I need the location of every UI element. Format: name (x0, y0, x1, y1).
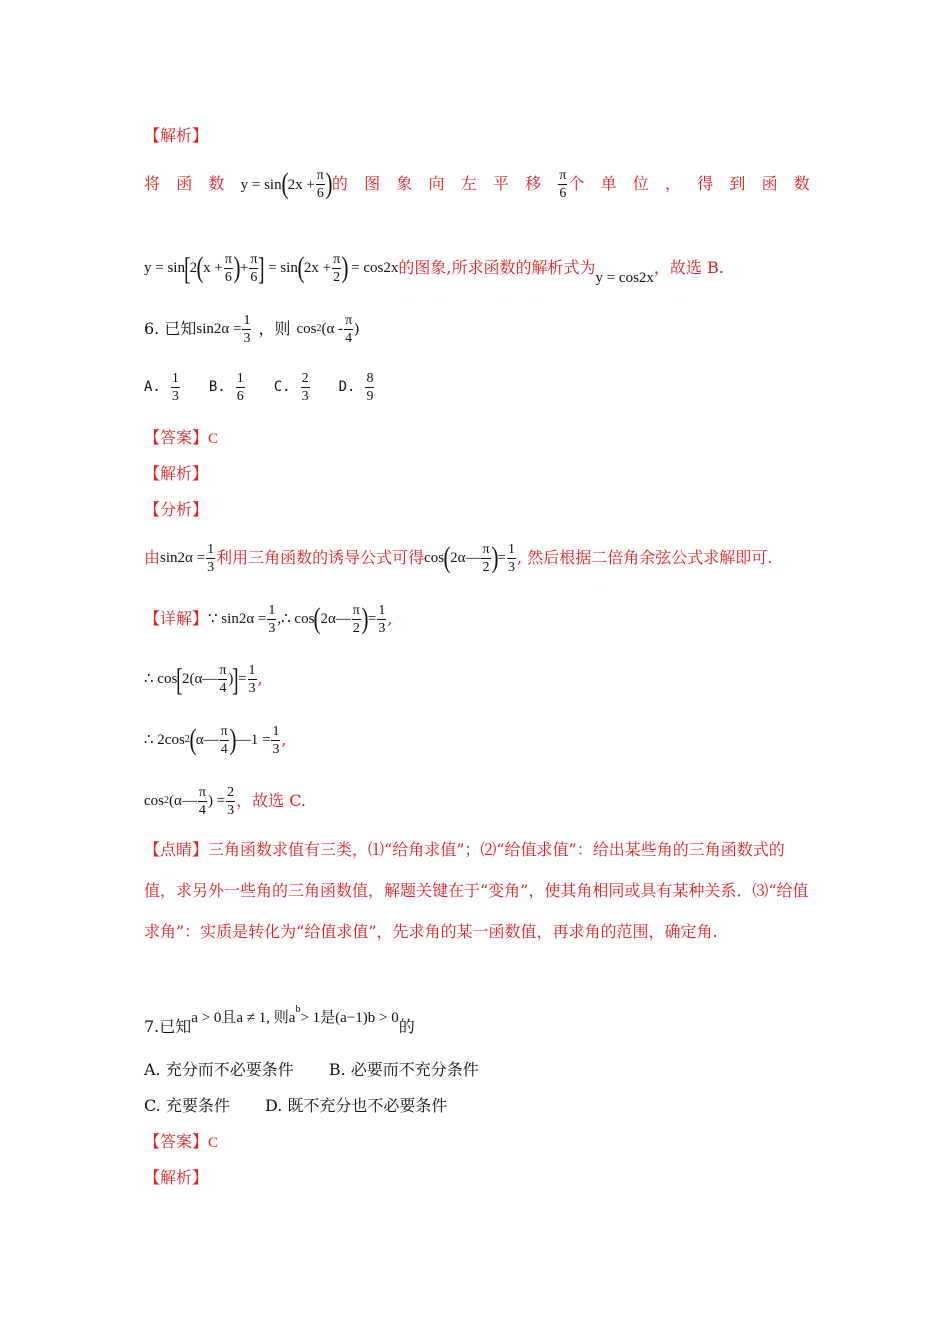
q7-answer: 【答案】C (144, 1132, 219, 1151)
word: 到 (729, 174, 746, 193)
fraction (316, 168, 325, 201)
math-glyph: π (482, 541, 490, 557)
math-glyph: 4 (219, 680, 227, 696)
math-glyph: 6 (250, 269, 258, 285)
math-glyph: cos (424, 550, 445, 566)
math-glyph: cos (144, 793, 164, 809)
math-glyph: 2 (184, 734, 190, 745)
math-glyph: 3 (171, 388, 179, 404)
math-glyph: π (345, 312, 353, 328)
math-glyph: 6 (316, 185, 324, 201)
math-glyph: ( (189, 723, 197, 756)
option-c: C. (273, 379, 291, 395)
word: 函 (761, 174, 778, 193)
math-glyph: ( (297, 251, 305, 284)
math-glyph: ) (361, 602, 369, 635)
option-b-value (236, 371, 245, 404)
option-c: C. 充要条件 (144, 1096, 230, 1115)
fraction (218, 663, 227, 696)
math-glyph: 4 (220, 741, 228, 757)
math-glyph: (α— (169, 793, 197, 809)
fraction (507, 542, 516, 575)
math-glyph: ( (443, 541, 451, 574)
math-glyph: π (219, 662, 227, 678)
math-glyph: 3 (248, 680, 256, 696)
option-a: A. (144, 379, 161, 395)
math-glyph: 1 (236, 370, 244, 386)
fraction (352, 603, 361, 636)
math-glyph: 2 (227, 784, 235, 800)
math-glyph: —1 = (235, 732, 271, 748)
q7-options-row1 (144, 1060, 479, 1080)
math-glyph: 1 (272, 723, 280, 739)
q5-analysis-line1 (144, 163, 810, 205)
math-glyph: [ (184, 250, 191, 286)
math-glyph: ) = (207, 793, 226, 809)
math-glyph: π (333, 251, 341, 267)
math-glyph: 2x + (303, 260, 332, 276)
word: 向 (428, 174, 445, 193)
q5-analysis-line2: y = sin [ 2 ( x + $\frac{\pi}{6}$ ) + $\frac{\pi}{6}$ ] = sin ( 2x + $\frac{\pi}{2}$ ) = cos2x 的图象,所求函数的解析式为 y = cos2x ，故选 B. (144, 250, 724, 286)
math-glyph: 2α— (450, 550, 481, 566)
q6-fenxi-label: 【分析】 (144, 500, 209, 519)
word: ， (664, 174, 681, 193)
math-glyph: = (238, 671, 247, 687)
q7-options-row2 (144, 1096, 447, 1116)
math-glyph: ( (196, 251, 204, 284)
math-glyph: 9 (366, 388, 374, 404)
math-glyph: b (295, 1004, 301, 1015)
math-glyph: sin2α = (160, 550, 206, 566)
q6-stem: 6. 已知 sin2α = $\frac{1}{3}$ ，则 cos 2 (α - $\frac{\pi}{4}$ ) (144, 312, 360, 346)
option-d: D. (338, 379, 356, 395)
word: 图 (364, 174, 381, 193)
word: 将 (144, 174, 161, 193)
word: 位 (632, 174, 649, 193)
math-glyph: + (239, 260, 249, 276)
math-glyph: π (559, 167, 567, 183)
math-glyph: 1 (268, 602, 276, 618)
word: 移 (525, 174, 542, 193)
q6-answer: 【答案】C (144, 428, 219, 447)
option-a: A. 充分而不必要条件 (144, 1060, 294, 1079)
math-glyph: 2α— (320, 611, 351, 627)
math-glyph: 1 (508, 541, 516, 557)
q6-xiangjie-line4: cos 2 (α— $\frac{\pi}{4}$ ) = $\frac{2}{3}$ ，故选 C. (144, 784, 307, 818)
math-glyph: π (316, 167, 324, 183)
math-glyph: ∴ cos (281, 611, 315, 627)
math-glyph: α— (195, 732, 219, 748)
math-glyph: π (198, 784, 206, 800)
fraction (224, 252, 233, 285)
math-glyph: 2 (164, 795, 169, 806)
math-glyph: ) (491, 541, 499, 574)
math-glyph: 3 (508, 559, 516, 575)
math-glyph: 4 (345, 330, 353, 346)
word: 函 (176, 174, 193, 193)
math-glyph: ∵ sin2α = (208, 611, 267, 627)
q7-analysis-label: 【解析】 (144, 1168, 209, 1187)
math-glyph: 1 (378, 602, 386, 618)
math-glyph: ( (313, 602, 321, 635)
fraction (198, 785, 207, 818)
option-b: B. 必要而不充分条件 (328, 1060, 479, 1079)
math-glyph: = cos2x (351, 260, 399, 276)
math-glyph: y = sin (240, 176, 282, 193)
fraction (377, 603, 386, 636)
option-c-value (301, 371, 310, 404)
math-glyph: π (224, 251, 232, 267)
q6-dianjing: 【点睛】三角函数求值有三类，⑴“给角求值”；⑵“给值求值”：给出某些角的三角函数式的值，求另外一些角的三角函数值，解题关键在于“变角”，使其角相同或具有某种关系．⑶“给值求角”：实质是转化为“给值求值”，先求角的某一函数值，再求角的范围，确定角. (144, 840, 809, 941)
math-glyph: = sin (268, 260, 298, 276)
math-glyph: (α - (321, 321, 344, 337)
fraction (206, 542, 215, 575)
fraction (558, 168, 567, 201)
math-glyph: 3 (268, 620, 276, 636)
math-glyph: ) (228, 671, 234, 687)
fraction (226, 785, 235, 818)
math-glyph: 1 (171, 370, 179, 386)
option-a-value (171, 371, 180, 404)
word: 象 (396, 174, 413, 193)
fraction (344, 313, 353, 346)
math-glyph: 6 (236, 388, 244, 404)
math-glyph: 2 (333, 269, 341, 285)
fraction (220, 724, 229, 757)
math-glyph: ] (258, 250, 265, 286)
math-glyph: π (250, 251, 258, 267)
math-glyph: C (208, 1135, 219, 1151)
math-glyph: ) (325, 167, 333, 200)
word: 得 (697, 174, 714, 193)
math-glyph: [ (176, 661, 183, 697)
math-glyph: 3 (227, 802, 235, 818)
q6-xiangjie-line3: ∴ 2cos 2 ( α— $\frac{\pi}{4}$ ) —1 = $\frac{1}{3}$ , (144, 723, 287, 757)
math-glyph: 2 (189, 260, 198, 276)
option-b: B. (208, 379, 226, 395)
fraction (248, 663, 257, 696)
q6-options (144, 366, 375, 408)
math-glyph: = (367, 611, 377, 627)
fraction (249, 252, 258, 285)
math-glyph: 2 (316, 323, 322, 334)
math-glyph: 3 (272, 741, 280, 757)
math-glyph: 2x + (287, 176, 315, 193)
q7-stem: 7.已知a > 0且a ≠ 1, 则$a^b> 1$是(a−1)b > 0的 (144, 1004, 415, 1036)
word: 数 (793, 174, 810, 193)
math-glyph: cos (296, 321, 317, 337)
math-glyph: 6 (224, 269, 232, 285)
fraction (332, 252, 341, 285)
math-glyph: 6 (559, 185, 567, 201)
fraction-pi-6: $\frac{\pi}{6}$ 个 (559, 167, 585, 201)
math-glyph: ∴ 2cos (144, 732, 185, 748)
q6-analysis-label: 【解析】 (144, 464, 209, 483)
fraction (481, 542, 490, 575)
math-glyph: ) (341, 251, 349, 284)
q6-xiangjie-line1: 【详解】 ∵ sin2α = $\frac{1}{3}$ , ∴ cos ( 2α— $\frac{\pi}{2}$ ) = $\frac{1}{3}$ , (144, 602, 393, 636)
math-glyph: C (208, 431, 219, 447)
math-glyph: , (277, 611, 282, 627)
math-glyph: 1 (248, 662, 256, 678)
math-glyph: 2 (301, 370, 309, 386)
fraction (271, 724, 280, 757)
fraction (242, 313, 251, 346)
math-glyph: ∴ cos (144, 671, 178, 687)
math-glyph: 4 (198, 802, 206, 818)
math-glyph: ) (229, 723, 237, 756)
math-glyph: sin2α = (196, 321, 242, 337)
math-glyph: 2 (482, 559, 490, 575)
math-glyph: > 1是(a−1)b > 0 (300, 1010, 399, 1026)
word: 左 (460, 174, 477, 193)
word: 单 (600, 174, 617, 193)
math-glyph: π (352, 602, 360, 618)
math-glyph: y = cos2x (595, 270, 654, 286)
math-glyph: ] (232, 661, 239, 697)
q6-fenxi-text: 由 sin2α = $\frac{1}{3}$ 利用三角函数的诱导公式可得 cos ( 2α— $\frac{\pi}{2}$ ) = $\frac{1}{3}$ , 然后根据二倍角余弦公式求解即可. (144, 541, 773, 575)
math-glyph: y = sin (144, 260, 185, 276)
formula-y-sin: y = sin(2x + $\frac{\pi}{6}$ )的 (240, 167, 348, 201)
math-glyph: 3 (378, 620, 386, 636)
math-glyph: 1 (207, 541, 215, 557)
math-glyph: x + (203, 260, 223, 276)
math-glyph: 3 (207, 559, 215, 575)
analysis-label-q5: 【解析】 (144, 126, 209, 145)
math-glyph: π (220, 723, 228, 739)
math-glyph: 1 (243, 312, 251, 328)
math-glyph: = (497, 550, 507, 566)
math-glyph: 3 (243, 330, 251, 346)
math-glyph: ) (354, 321, 360, 337)
option-d-value (365, 371, 374, 404)
math-glyph: 8 (366, 370, 374, 386)
q6-xiangjie-line2: ∴ cos [ 2(α— $\frac{\pi}{4}$ ) ] = $\frac{1}{3}$ , (144, 661, 263, 697)
word: 平 (492, 174, 509, 193)
math-glyph: a > 0且a ≠ 1, 则a (191, 1010, 296, 1026)
math-glyph: ) (233, 251, 241, 284)
math-glyph: ( (281, 167, 289, 200)
math-glyph: 3 (301, 388, 309, 404)
fraction (267, 603, 276, 636)
math-glyph: 2 (352, 620, 360, 636)
math-glyph: 2(α— (181, 671, 218, 687)
word: 数 (208, 174, 225, 193)
option-d: D. 既不充分也不必要条件 (264, 1096, 448, 1115)
